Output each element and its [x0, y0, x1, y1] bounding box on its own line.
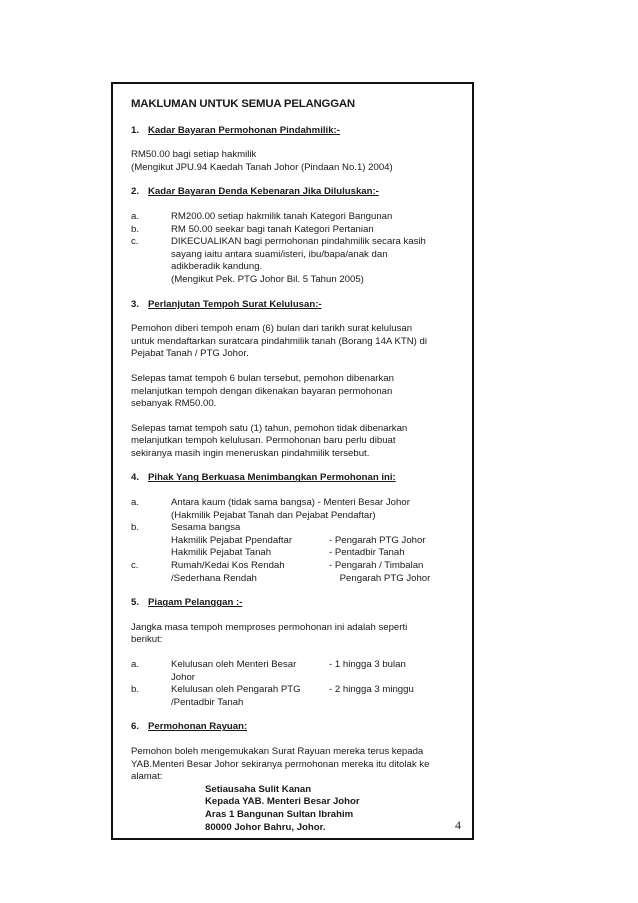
- page-title: MAKLUMAN UNTUK SEMUA PELANGGAN: [131, 98, 355, 110]
- pair-left: [171, 684, 329, 709]
- pair-right: Pengarah PTG Johor: [329, 572, 431, 584]
- pair-left: Rumah/Kedai Kos Rendah: [171, 560, 285, 572]
- para-line: untuk mendaftarkan suratcara pindahmilik tanah (Borang 14A KTN) di: [131, 335, 427, 347]
- item-label: c.: [131, 560, 139, 572]
- section-1-heading: [131, 125, 471, 138]
- item-text: RM 50.00 seekar bagi tanah Kategori Pertanian: [171, 223, 374, 235]
- heading-text: Perlanjutan Tempoh Surat Kelulusan:-: [148, 298, 322, 310]
- paragraph: [131, 746, 471, 784]
- section-4-heading: [131, 472, 471, 485]
- list-item: [131, 497, 471, 522]
- section-number: 6.: [131, 721, 140, 733]
- heading-text: Kadar Bayaran Denda Kebenaran Jika Diluluskan:-: [148, 186, 379, 198]
- item-line: (Hakmilik Pejabat Tanah dan Pejabat Pendaftar): [171, 509, 376, 521]
- section-number: 4.: [131, 472, 140, 484]
- para-line: Selepas tamat tempoh 6 bulan tersebut, pemohon dibenarkan: [131, 372, 394, 384]
- para-line: Selepas tamat tempoh satu (1) tahun, pemohon tidak dibenarkan: [131, 422, 408, 434]
- pair-left: Hakmilik Pejabat Tanah: [171, 547, 272, 559]
- list-item: [131, 522, 471, 560]
- section-6-heading: [131, 721, 471, 734]
- paragraph: [131, 373, 471, 411]
- page-number: 4: [455, 818, 461, 832]
- item-label: b.: [131, 522, 140, 534]
- heading-text: Piagam Pelanggan :-: [148, 597, 243, 609]
- para-line: Pemohon diberi tempoh enam (6) bulan dari tarikh surat kelulusan: [131, 323, 413, 335]
- list-item: [131, 684, 471, 709]
- para-line: berikut:: [131, 634, 163, 646]
- section-3-heading: [131, 299, 471, 312]
- mailing-address: [205, 784, 471, 834]
- heading-text: Kadar Bayaran Permohonan Pindahmilik:-: [148, 124, 340, 136]
- pair-left: Hakmilik Pejabat Ppendaftar: [171, 534, 293, 546]
- pair-left-line: Kelulusan oleh Pengarah PTG: [171, 684, 301, 696]
- list-item: [131, 560, 471, 585]
- item-label: b.: [131, 223, 140, 235]
- paragraph: [131, 622, 471, 647]
- address-line: Setiausaha Sulit Kanan: [205, 783, 312, 795]
- item-text: [171, 659, 471, 684]
- para-line: Pemohon boleh mengemukakan Surat Rayuan mereka terus kepada: [131, 745, 424, 757]
- authority-pair: [171, 573, 471, 586]
- para-line: Jangka masa tempoh memproses permohonan ini adalah seperti: [131, 621, 408, 633]
- pair-right: - 2 hingga 3 minggu: [329, 684, 414, 696]
- pair-left: [171, 659, 329, 684]
- para-line: alamat:: [131, 771, 163, 783]
- item-line: sayang iaitu antara suami/isteri, ibu/bapa/anak dan: [171, 248, 388, 260]
- list-item: [131, 236, 471, 286]
- item-line: Sesama bangsa: [171, 522, 241, 534]
- list-item: [131, 211, 471, 224]
- pair-left: /Sederhana Rendah: [171, 572, 257, 584]
- s1-line: RM50.00 bagi setiap hakmilik: [131, 149, 257, 161]
- section-number: 3.: [131, 298, 140, 310]
- authority-pair: [171, 560, 471, 573]
- pair-right: - Pengarah PTG Johor: [329, 534, 426, 546]
- para-line: Pejabat Tanah / PTG Johor.: [131, 348, 249, 360]
- paragraph: [131, 323, 471, 361]
- paragraph: [131, 423, 471, 461]
- item-line: (Mengikut Pek. PTG Johor Bil. 5 Tahun 2005): [171, 273, 364, 285]
- para-line: melanjutkan tempoh dengan dikenakan bayaran permohonan: [131, 385, 393, 397]
- section-2-heading: [131, 186, 471, 199]
- para-line: melanjutkan tempoh kelulusan. Permohonan baru perlu dibuat: [131, 435, 396, 447]
- item-text: [171, 497, 471, 522]
- section-number: 5.: [131, 597, 140, 609]
- para-line: YAB.Menteri Besar Johor sekiranya permohonan mereka itu ditolak ke: [131, 758, 430, 770]
- para-line: sebanyak RM50.00.: [131, 398, 217, 410]
- item-label: a.: [131, 497, 140, 509]
- pair-left-line: Kelulusan oleh Menteri Besar: [171, 659, 297, 670]
- charter-pair: [171, 659, 471, 684]
- item-label: c.: [131, 236, 139, 248]
- item-label: a.: [131, 210, 140, 222]
- document-body: [131, 98, 471, 834]
- para-line: sekiranya masih ingin meneruskan pindahmilik tersebut.: [131, 447, 370, 459]
- pair-right: - Pentadbir Tanah: [329, 547, 405, 559]
- heading-text: Pihak Yang Berkuasa Menimbangkan Permohonan ini:: [148, 472, 396, 484]
- item-label: b.: [131, 684, 140, 696]
- item-text: [171, 236, 471, 286]
- charter-pair: [171, 684, 471, 709]
- item-line: Antara kaum (tidak sama bangsa) - Menteri Besar Johor: [171, 497, 410, 509]
- authority-pair: [171, 535, 471, 548]
- address-line: Kepada YAB. Menteri Besar Johor: [205, 796, 360, 808]
- pair-left-line: /Pentadbir Tanah: [171, 696, 244, 708]
- address-line: 80000 Johor Bahru, Johor.: [205, 821, 326, 833]
- s1-line: (Mengikut JPU.94 Kaedah Tanah Johor (Pindaan No.1) 2004): [131, 161, 393, 173]
- item-text: [171, 560, 471, 585]
- item-text: [171, 684, 471, 709]
- list-item: [131, 224, 471, 237]
- section-number: 2.: [131, 186, 140, 198]
- section-number: 1.: [131, 124, 140, 136]
- item-line: adikberadik kandung.: [171, 261, 263, 273]
- item-text: RM200.00 setiap hakmilik tanah Kategori Bangunan: [171, 210, 393, 222]
- list-item: [131, 659, 471, 684]
- heading-text: Permohonan Rayuan:: [148, 721, 248, 733]
- authority-pair: [171, 547, 471, 560]
- pair-left-line: Johor: [171, 671, 195, 683]
- pair-right: - 1 hingga 3 bulan: [329, 659, 406, 670]
- item-text: [171, 522, 471, 560]
- address-line: Aras 1 Bangunan Sultan Ibrahim: [205, 808, 354, 820]
- section-5-heading: [131, 597, 471, 610]
- item-line: DIKECUALIKAN bagi permohonan pindahmilik secara kasih: [171, 236, 426, 248]
- pair-right: - Pengarah / Timbalan: [329, 560, 424, 572]
- item-label: a.: [131, 659, 140, 670]
